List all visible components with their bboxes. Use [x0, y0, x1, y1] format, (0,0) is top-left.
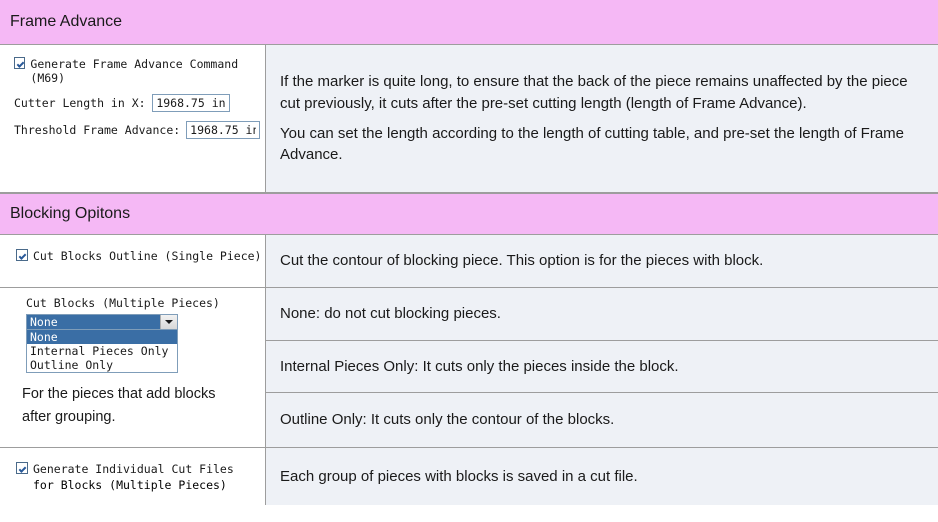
description-outline-only-text: Outline Only: It cuts only the contour of the blocks.	[280, 411, 615, 429]
description-none	[266, 288, 938, 341]
dropdown-option-none[interactable]: None	[27, 330, 177, 344]
dropdown-option-outline-only[interactable]: Outline Only	[30, 358, 114, 372]
dropdown-option-internal-pieces-only[interactable]: Internal Pieces Only	[30, 344, 169, 358]
blocking-options-title: Blocking Opitons	[10, 205, 131, 222]
generate-cut-files-text: Each group of pieces with blocks is saved in a cut file.	[280, 467, 638, 485]
table-row	[0, 448, 938, 505]
description-none-text: None: do not cut blocking pieces.	[280, 304, 501, 322]
cut-blocks-dropdown-list[interactable]	[26, 330, 178, 373]
cut-blocks-outline-description	[266, 235, 938, 287]
cut-blocks-outline-cell	[0, 235, 266, 287]
cut-blocks-dropdown-label: Cut Blocks (Multiple Pieces)	[26, 296, 220, 310]
chevron-down-icon[interactable]	[160, 315, 177, 329]
generate-cut-files-label-line2: for Blocks (Multiple Pieces)	[33, 478, 227, 492]
cut-blocks-dropdown-value: None	[27, 315, 160, 329]
frame-advance-description-p1: If the marker is quite long, to ensure that the back of the piece remains unaffected by the piece cut previously, it cuts after the pre-set cutting length (length of Frame Advance).	[280, 73, 908, 112]
threshold-frame-advance-row	[14, 121, 265, 139]
cut-blocks-note-line1: For the pieces that add blocks	[22, 386, 216, 402]
cut-blocks-note-line2: after grouping.	[22, 409, 116, 426]
generate-cut-files-description	[266, 448, 938, 505]
checkbox-icon[interactable]	[16, 249, 28, 261]
table-row	[0, 45, 938, 193]
generate-cut-files-cell	[0, 448, 266, 505]
generate-cut-files-checkbox[interactable]	[16, 462, 265, 476]
description-internal-pieces	[266, 341, 938, 394]
generate-cut-files-label-line1: Generate Individual Cut Files	[33, 462, 234, 476]
cut-blocks-note	[0, 373, 265, 429]
section-header-blocking-options	[0, 193, 938, 235]
table-row	[0, 235, 938, 288]
generate-frame-advance-checkbox[interactable]	[14, 57, 265, 85]
frame-advance-controls	[0, 45, 266, 192]
section-header-frame-advance	[0, 0, 938, 45]
threshold-frame-advance-label: Threshold Frame Advance:	[14, 123, 181, 137]
frame-advance-description	[266, 45, 938, 192]
frame-advance-title: Frame Advance	[10, 13, 123, 30]
cut-blocks-outline-checkbox[interactable]	[16, 249, 265, 263]
cutter-length-input[interactable]	[152, 94, 230, 112]
dropdown-descriptions	[266, 288, 938, 447]
cutter-length-row	[14, 94, 265, 112]
frame-advance-description-p2: You can set the length according to the length of cutting table, and pre-set the length of Frame Advance.	[280, 124, 905, 164]
cut-blocks-outline-label: Cut Blocks Outline (Single Piece)	[33, 249, 262, 263]
generate-frame-advance-label: Generate Frame Advance Command (M69)	[30, 57, 239, 85]
table-row	[0, 288, 938, 448]
checkbox-icon[interactable]	[14, 57, 25, 69]
description-internal-pieces-text: Internal Pieces Only: It cuts only the pieces inside the block.	[280, 357, 679, 375]
cut-blocks-dropdown-cell	[0, 288, 266, 447]
cut-blocks-dropdown[interactable]	[26, 314, 178, 330]
cutter-length-label: Cutter Length in X:	[14, 96, 146, 110]
description-outline-only	[266, 393, 938, 447]
checkbox-icon[interactable]	[16, 462, 28, 474]
threshold-frame-advance-input[interactable]	[186, 121, 260, 139]
cut-blocks-outline-text: Cut the contour of blocking piece. This option is for the pieces with block.	[280, 252, 764, 270]
